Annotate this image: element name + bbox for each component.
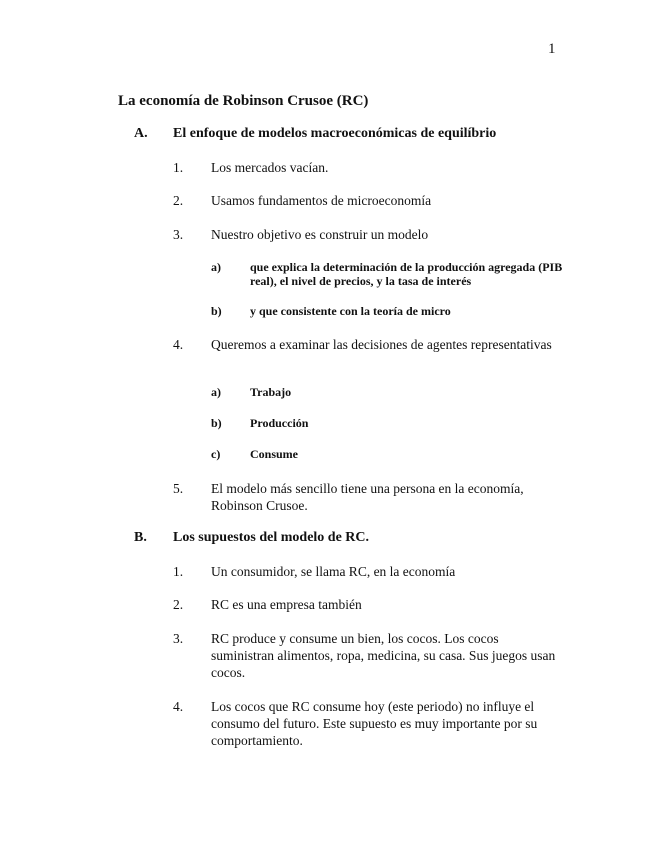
- section-a-heading: El enfoque de modelos macroeconómicas de equilíbrio: [173, 126, 497, 141]
- document-title: La economía de Robinson Crusoe (RC): [118, 93, 369, 109]
- section-a-item-3-number: 3.: [173, 227, 184, 242]
- page-number: 1: [548, 41, 556, 57]
- section-a-item-3-sub-b-letter: b): [211, 304, 222, 318]
- section-a-item-3-text: Nuestro objetivo es construir un modelo: [211, 227, 429, 242]
- section-b-item-1-text: Un consumidor, se llama RC, en la economía: [211, 564, 456, 579]
- section-b-item-4-text: Los cocos que RC consume hoy (este periodo) no influye el consumo del futuro. Este supuesto es muy importante por su comportamiento.: [211, 699, 538, 748]
- section-a-item-4-number: 4.: [173, 337, 184, 352]
- section-a-item-4-sub-b-text: Producción: [250, 416, 309, 430]
- section-a-item-4-text: Queremos a examinar las decisiones de agentes representativas: [211, 337, 552, 352]
- section-b-item-3-text: RC produce y consume un bien, los cocos. Los cocos suministran alimentos, ropa, medicina, su casa. Sus juegos usan cocos.: [211, 631, 556, 680]
- section-b-heading: Los supuestos del modelo de RC.: [173, 530, 370, 545]
- section-a-item-2-number: 2.: [173, 193, 184, 208]
- section-a-letter: A.: [134, 126, 148, 141]
- section-a-item-5-text: El modelo más sencillo tiene una persona en la economía, Robinson Crusoe.: [211, 481, 524, 513]
- section-a-item-2-text: Usamos fundamentos de microeconomía: [211, 193, 432, 208]
- section-a-item-1-text: Los mercados vacían.: [211, 160, 329, 175]
- section-b-item-3-number: 3.: [173, 631, 184, 646]
- section-a-item-4-sub-a-letter: a): [211, 385, 221, 399]
- section-a-item-1-number: 1.: [173, 160, 184, 175]
- section-b-letter: B.: [134, 530, 147, 545]
- section-a-item-3-sub-a-letter: a): [211, 260, 221, 274]
- section-a-item-3-sub-a-text: que explica la determinación de la producción agregada (PIB real), el nivel de precios, y la tasa de interés: [250, 260, 563, 288]
- section-a-item-4-sub-c-letter: c): [211, 447, 221, 461]
- section-b-item-2-number: 2.: [173, 597, 184, 612]
- section-a-item-4-sub-c-text: Consume: [250, 447, 299, 461]
- section-a-item-3-sub-b-text: y que consistente con la teoría de micro: [250, 304, 451, 318]
- section-b-item-2-text: RC es una empresa también: [211, 597, 362, 612]
- section-b-item-1-number: 1.: [173, 564, 184, 579]
- section-b-item-4-number: 4.: [173, 699, 184, 714]
- section-a-item-4-sub-a-text: Trabajo: [250, 385, 292, 399]
- section-a-item-4-sub-b-letter: b): [211, 416, 222, 430]
- section-a-item-5-number: 5.: [173, 481, 184, 496]
